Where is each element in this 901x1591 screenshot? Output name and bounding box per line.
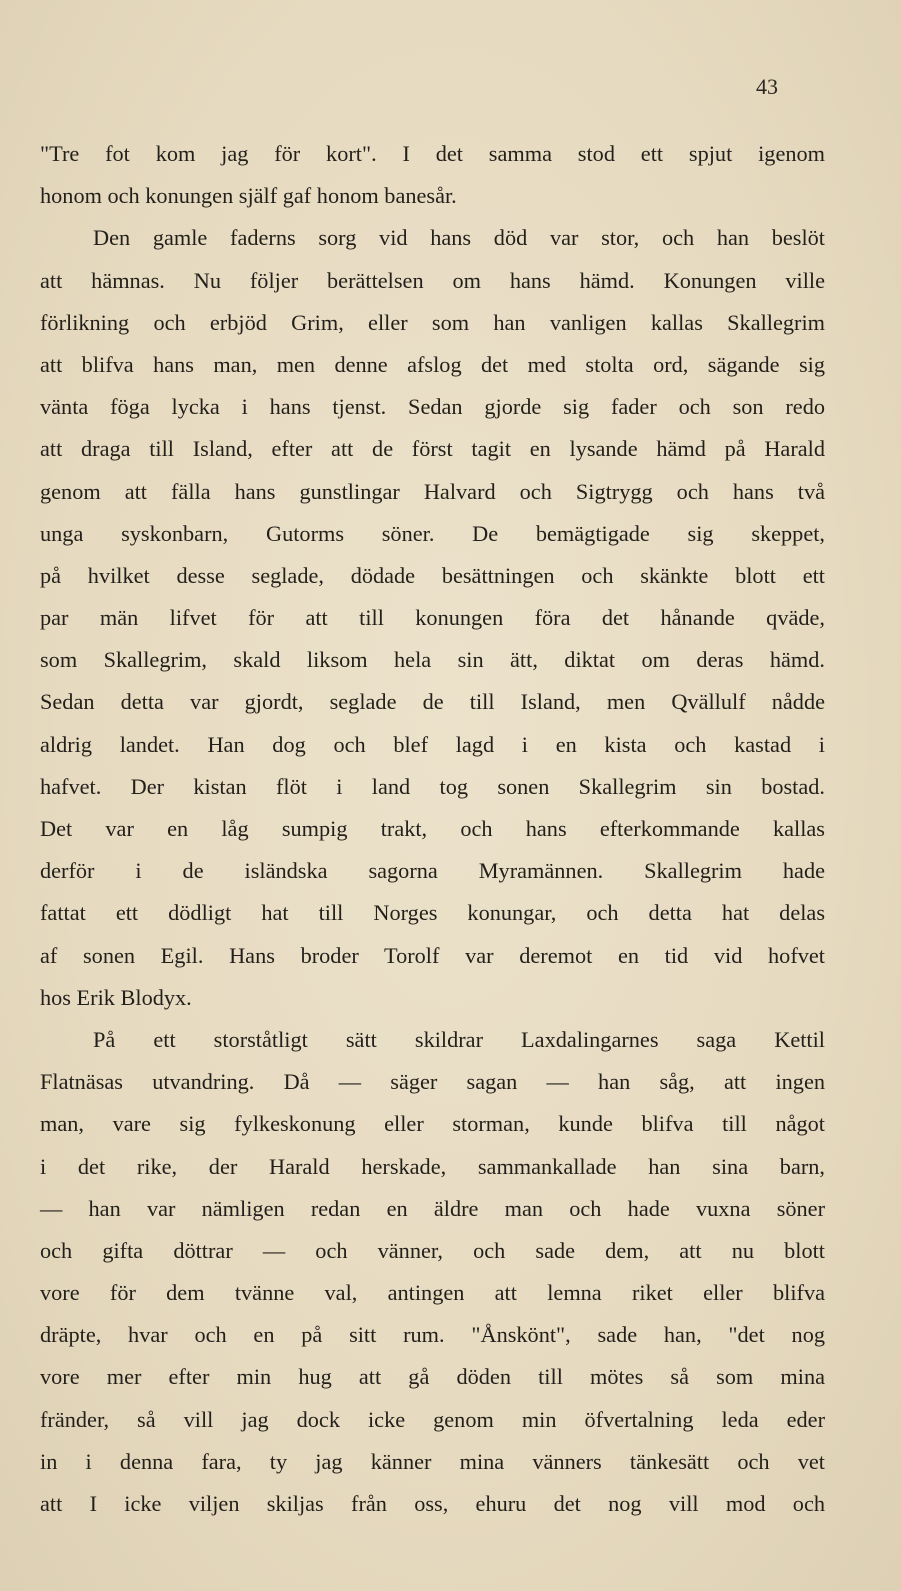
text-line: att draga till Island, efter att de först tagit en lysande hämd på Harald [40, 436, 825, 462]
text-line: som Skallegrim, skald liksom hela sin ätt, diktat om deras hämd. [40, 647, 825, 673]
text-line: och gifta döttrar — och vänner, och sade dem, att nu blott [40, 1237, 825, 1263]
text-line: att hämnas. Nu följer berättelsen om hans hämd. Konungen ville [40, 267, 825, 293]
text-line: af sonen Egil. Hans broder Torolf var deremot en tid vid hofvet [40, 942, 825, 968]
text-line: fattat ett dödligt hat till Norges konungar, och detta hat delas [40, 900, 825, 926]
text-line: hos Erik Blodyx. [40, 984, 192, 1010]
text-line: förlikning och erbjöd Grim, eller som han vanligen kallas Skallegrim [40, 309, 825, 335]
text-line: aldrig landet. Han dog och blef lagd i en kista och kastad i [40, 731, 825, 757]
text-line: derför i de isländska sagorna Myramännen. Skallegrim hade [40, 858, 825, 884]
text-line: "Tre fot kom jag för kort". I det samma stod ett spjut igenom [40, 141, 825, 166]
text-line: Det var en låg sumpig trakt, och hans efterkommande kallas [40, 816, 825, 841]
text-line: på hvilket desse seglade, dödade besättningen och skänkte blott ett [40, 562, 825, 588]
page-number: 43 [756, 74, 778, 99]
text-line: Sedan detta var gjordt, seglade de till Island, men Qvällulf nådde [40, 689, 825, 715]
text-line: hafvet. Der kistan flöt i land tog sonen Skallegrim sin bostad. [40, 773, 825, 799]
text-line: i det rike, der Harald herskade, sammankallade han sina barn, [40, 1153, 825, 1179]
text-line: vore mer efter min hug att gå döden till mötes så som mina [40, 1364, 825, 1390]
text-line: in i denna fara, ty jag känner mina vänners tänkesätt och vet [40, 1448, 825, 1474]
text-line: fränder, så vill jag dock icke genom min öfvertalning leda eder [40, 1406, 825, 1432]
text-line: man, vare sig fylkeskonung eller storman, kunde blifva till något [40, 1111, 825, 1137]
text-line: Flatnäsas utvandring. Då — säger sagan — han såg, att ingen [40, 1069, 825, 1095]
text-line: honom och konungen själf gaf honom banesår. [40, 183, 457, 209]
text-line: På ett storståtligt sätt skildrar Laxdalingarnes saga Kettil [93, 1026, 825, 1052]
text-line: dräpte, hvar och en på sitt rum. "Ånskönt", sade han, "det nog [40, 1322, 825, 1348]
text-line: — han var nämligen redan en äldre man och hade vuxna söner [40, 1195, 825, 1221]
text-line: Den gamle faderns sorg vid hans död var stor, och han beslöt [93, 225, 825, 251]
body-text [40, 133, 825, 1525]
text-line: att I icke viljen skiljas från oss, ehuru det nog vill mod och [40, 1491, 825, 1516]
text-line: unga syskonbarn, Gutorms söner. De bemägtigade sig skeppet, [40, 520, 825, 546]
text-line: vänta föga lycka i hans tjenst. Sedan gjorde sig fader och son redo [40, 394, 825, 420]
text-line: vore för dem tvänne val, antingen att lemna riket eller blifva [40, 1280, 825, 1306]
text-line: genom att fälla hans gunstlingar Halvard och Sigtrygg och hans två [40, 478, 825, 504]
text-line: par män lifvet för att till konungen föra det hånande qväde, [40, 605, 825, 631]
text-line: att blifva hans man, men denne afslog det med stolta ord, sägande sig [40, 351, 825, 377]
